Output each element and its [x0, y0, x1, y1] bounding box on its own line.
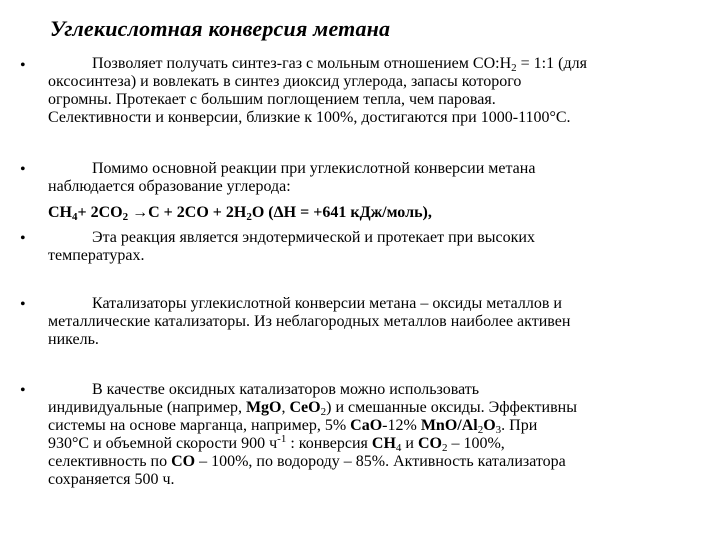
paragraph-1-line: оксосинтеза) и вовлекать в синтез диоксид углерода, запасы которого — [48, 73, 522, 90]
paragraph-2-line: Помимо основной реакции при углекислотной конверсии метана — [92, 160, 536, 177]
bullet-1: • — [20, 57, 26, 74]
paragraph-2-line: наблюдается образование углерода: — [48, 178, 291, 195]
paragraph-5-line: сохраняется 500 ч. — [48, 471, 175, 488]
paragraph-5-line: системы на основе марганца, например, 5% CaO-12% MnO/$Al_2O_3$. При — [48, 417, 538, 436]
paragraph-3 — [48, 229, 716, 265]
paragraph-4-line: Катализаторы углекислотной конверсии метана – оксиды металлов и — [92, 295, 562, 312]
paragraph-3-line: температурах. — [48, 247, 145, 264]
paragraph-3-line: Эта реакция является эндотермической и протекает при высоких — [92, 229, 535, 246]
reaction-equation: $CH_4+ 2CO_2 \to C + 2CO + 2H_2O$ (ΔН = +641 кДж/моль), — [48, 204, 432, 223]
paragraph-5-line: В качестве оксидных катализаторов можно использовать — [92, 381, 480, 398]
paragraph-1 — [48, 55, 716, 127]
bullet-5: • — [20, 382, 26, 399]
paragraph-2 — [48, 160, 716, 196]
paragraph-4-line: никель. — [48, 331, 99, 348]
bullet-2: • — [20, 161, 26, 178]
bullet-4: • — [20, 296, 26, 313]
slide-title: Углекислотная конверсия метана — [50, 16, 391, 41]
bullet-3: • — [20, 230, 26, 247]
paragraph-1-line: Селективности и конверсии, близкие к 100%, достигаются при 1000-1100°С. — [48, 109, 571, 126]
paragraph-5-line: 930°С и объемной скорости 900 $ч^{-1}$ : конверсия $CH_4$ и $CO_2 - 100\%$, — [48, 433, 505, 454]
paragraph-5-line: селективность по CO – 100%, по водороду – 85%. Активность катализатора — [48, 453, 566, 470]
paragraph-5 — [48, 381, 716, 489]
paragraph-5-line: индивидуальные (например, MgO, CeO$_2$) и смешанные оксиды. Эффективны — [48, 399, 577, 418]
paragraph-4 — [48, 295, 716, 349]
paragraph-1-line: огромны. Протекает с большим поглощением тепла, чем паровая. — [48, 91, 496, 108]
paragraph-1-line: Позволяет получать синтез-газ с мольным отношением $CO:H_2$ = 1:1 (для — [92, 55, 587, 74]
paragraph-4-line: металлические катализаторы. Из неблагородных металлов наиболее активен — [48, 313, 571, 330]
